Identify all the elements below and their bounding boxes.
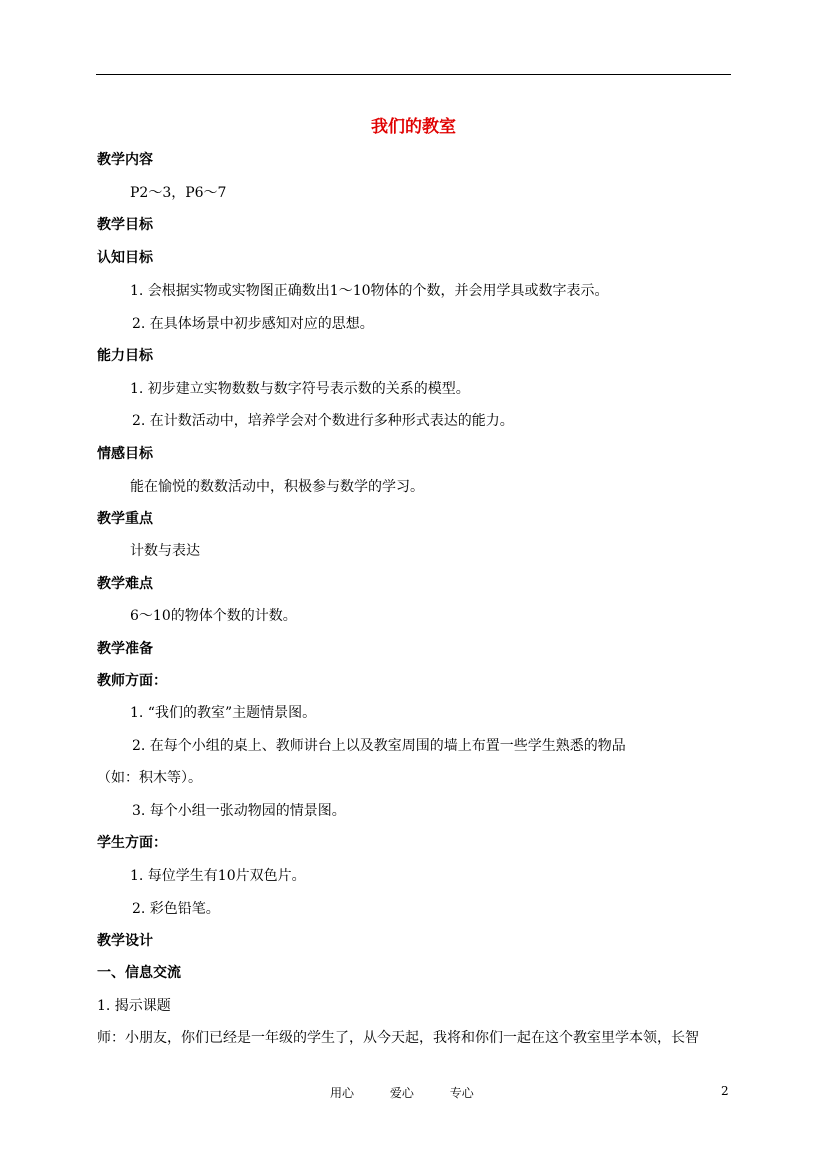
body-text-line: P2～3，P6～7 xyxy=(130,185,227,201)
section-heading: 能力目标 xyxy=(97,348,153,364)
body-text-line: 2. 在每个小组的桌上、教师讲台上以及教室周围的墙上布置一些学生熟悉的物品 xyxy=(132,738,626,754)
section-heading: 教学目标 xyxy=(97,217,153,233)
body-text-line: 师：小朋友，你们已经是一年级的学生了，从今天起，我将和你们一起在这个教室里学本领，长智 xyxy=(97,1030,699,1046)
body-text-line: 1. 会根据实物或实物图正确数出1～10物体的个数，并会用学具或数字表示。 xyxy=(130,283,609,299)
section-heading: 学生方面： xyxy=(97,835,167,851)
footer-slogans xyxy=(330,1084,506,1101)
body-text-line: 计数与表达 xyxy=(130,543,200,559)
page-title: 我们的教室 xyxy=(371,117,456,137)
section-heading: 认知目标 xyxy=(97,250,153,266)
body-text-line: 1. 每位学生有10片双色片。 xyxy=(130,868,306,884)
body-text-line: 1. 揭示课题 xyxy=(97,998,171,1014)
section-heading: 教学内容 xyxy=(97,152,153,168)
body-text-line: 2. 在计数活动中，培养学会对个数进行多种形式表达的能力。 xyxy=(132,413,514,429)
body-text-line: 2. 在具体场景中初步感知对应的思想。 xyxy=(132,316,374,332)
body-text-line: 6～10的物体个数的计数。 xyxy=(130,608,297,624)
section-heading: 一、信息交流 xyxy=(97,965,181,981)
section-heading: 教学准备 xyxy=(97,641,153,657)
section-heading: 教师方面： xyxy=(97,673,167,689)
section-heading: 教学设计 xyxy=(97,933,153,949)
body-text-line: 能在愉悦的数数活动中，积极参与数学的学习。 xyxy=(130,479,424,495)
page-number: 2 xyxy=(721,1084,729,1098)
footer-item: 用心 xyxy=(330,1086,355,1100)
footer-item: 专心 xyxy=(449,1086,474,1100)
section-heading: 情感目标 xyxy=(97,446,153,462)
body-text-line: （如：积木等）。 xyxy=(97,770,202,786)
body-text-line: 3. 每个小组一张动物园的情景图。 xyxy=(132,803,346,819)
footer-item: 爱心 xyxy=(389,1086,414,1100)
body-text-line: 1. 初步建立实物数数与数字符号表示数的关系的模型。 xyxy=(130,381,470,397)
header-rule xyxy=(96,74,731,75)
section-heading: 教学难点 xyxy=(97,576,153,592)
body-text-line: 2. 彩色铅笔。 xyxy=(132,901,220,917)
body-text-line: 1. “我们的教室”主题情景图。 xyxy=(130,705,317,721)
section-heading: 教学重点 xyxy=(97,511,153,527)
